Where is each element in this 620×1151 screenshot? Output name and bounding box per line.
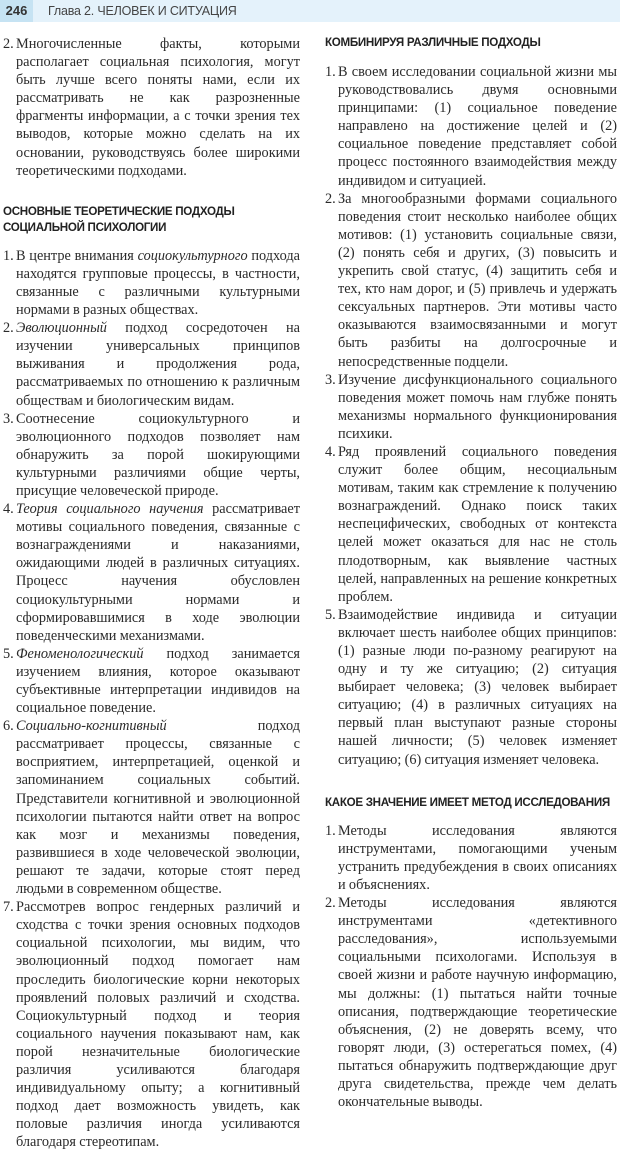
item-number: 4.: [325, 443, 336, 460]
item-number: 3.: [3, 410, 14, 427]
list-item: [325, 894, 617, 1111]
numbered-list: [325, 822, 617, 1112]
item-text: подход сосредоточен на изучении универсальных принципов выживания и продолжения рода, рассматриваемых по отношению к различным обществам и биологическим видам.: [16, 320, 300, 409]
section-heading: КАКОЕ ЗНАЧЕНИЕ ИМЕЕТ МЕТОД ИССЛЕДОВАНИЯ: [325, 795, 610, 809]
list-item: [325, 443, 617, 606]
item-text: В своем исследовании социальной жизни мы руководствовались двумя основными принципами: (1) социальное поведение направлено на достижение целей и (2) социальное поведение представляет собой процесс постоянного взаимодействия между индивидом и ситуацией.: [338, 64, 617, 189]
numbered-list: [325, 63, 617, 769]
item-text: подхода находятся групповые процессы, в частности, связанные с различными культурными нормами в разных обществах.: [16, 247, 300, 319]
list-item: [3, 717, 300, 898]
item-number: 5.: [3, 645, 14, 662]
list-item: [3, 898, 300, 1151]
item-text: подход занимается изучением влияния, которое оказывают субъективные интерпретации индивидов на социальное поведение.: [16, 645, 300, 717]
intro-list: [3, 35, 300, 180]
approach-term: социокультурного: [137, 247, 248, 264]
running-header: [0, 0, 620, 22]
list-item: [3, 645, 300, 717]
approach-term: Теория социального научения: [16, 501, 204, 518]
section-combining-approaches: [325, 35, 617, 769]
list-item: [3, 247, 300, 319]
list-item: [325, 606, 617, 769]
right-column: [325, 35, 617, 1111]
item-number: 2.: [325, 190, 336, 207]
section-research-method: [325, 795, 617, 1112]
list-item: [3, 410, 300, 500]
item-number: 4.: [3, 501, 14, 518]
item-number: 5.: [325, 606, 336, 623]
item-text: За многообразными формами социального поведения стоит несколько наиболее общих мотивов: (1) установить социальные связи, (2) понять себя и других, (3) повысить и укрепить свой статус, (4) защитить себя и тех, кто нам дорог, и (5) привлечь и удержать сексуальных партнеров. Эти мотивы часто оказываются взаимосвязанными и могут быть разбиты на долгосрочные и непосредственные подцели.: [338, 190, 617, 370]
item-text: В центре внимания: [16, 247, 138, 264]
page-number: 246: [0, 0, 33, 22]
item-text: подход рассматривает процессы, связанные с восприятием, интерпретацией, оценкой и запоминанием социальных событий. Представители когнитивной и эволюционной психологии пытаются найти ответ на вопрос как мозг и механизмы поведения, развившиеся в ходе человеческой эволюции, решают те задачи, которые стоят перед людьми в современном обществе.: [16, 718, 300, 898]
approach-term: Феноменологический: [16, 645, 144, 662]
list-item: [3, 500, 300, 645]
item-number: 2.: [325, 895, 336, 912]
list-item: [325, 371, 617, 443]
item-text: Взаимодействие индивида и ситуации включает шесть наиболее общих принципов: (1) разные люди по-разному реагируют на одну и ту же ситуацию; (2) ситуация выбирает человека; (3) человек выбирает ситуацию; (4) в различных ситуациях на первый план выступают разные стороны нашей личности; (5) человек изменяет ситуацию; (6) ситуация изменяет человека.: [338, 606, 617, 768]
item-number: 7.: [3, 899, 14, 916]
section-heading: ОСНОВНЫЕ ТЕОРЕТИЧЕСКИЕ ПОДХОДЫ СОЦИАЛЬНОЙ ПСИХОЛОГИИ: [3, 204, 235, 234]
item-number: 1.: [3, 247, 14, 264]
item-number: 6.: [3, 718, 14, 735]
section-heading: КОМБИНИРУЯ РАЗЛИЧНЫЕ ПОДХОДЫ: [325, 36, 541, 49]
numbered-list: [3, 247, 300, 1151]
item-number: 2.: [3, 320, 14, 337]
list-item: 2. Многочисленные факты, которыми располагает социальная психология, могут быть лучше всего поняты нами, если их рассматривать не как разрозненные фрагменты информации, а с точки зрения тех выводов, которые можно сделать на их основании, руководствуясь более широкими теоретическими подходами.: [3, 36, 300, 179]
list-item: [325, 63, 617, 190]
approach-term: Эволюционный: [16, 320, 107, 337]
item-number: 3.: [325, 371, 336, 388]
item-text: Методы исследования являются инструментами, помогающими ученым устранить предубеждения в своих описаниях и объяснениях.: [338, 822, 617, 893]
list-item: [325, 822, 617, 894]
chapter-title: Глава 2. ЧЕЛОВЕК И СИТУАЦИЯ: [48, 4, 237, 18]
left-column: [3, 35, 300, 1151]
item-text: Соотнесение социокультурного и эволюционного подходов позволяет нам обнаружить за порой шокирующими культурными различиями общие черты, присущие человеческой природе.: [16, 410, 300, 499]
item-text: Методы исследования являются инструментами «детективного расследования», используемыми социальными психологами. Используя в своей жизни и работе научную информацию, мы должны: (1) пытаться найти точные описания, подтверждающие теоретические объяснения, (2) не доверять всему, что говорят люди, (3) остерегаться помех, (4) пытаться обнаружить подтверждающие друг друга свидетельства, прежде чем делать окончательные выводы.: [338, 895, 617, 1111]
item-text: Ряд проявлений социального поведения служит более общим, несоциальным мотивам, таким как стремление к получению вознаграждений. Однако поиск таких неспецифических, свободных от контекста целей может оказаться для нас не столь плодотворным, как выявление частных целей, направленных на решение конкретных проблем.: [338, 443, 617, 605]
approach-term: Социально-когнитивный: [16, 718, 167, 735]
list-item: [3, 319, 300, 409]
item-text: Рассмотрев вопрос гендерных различий и сходства с точки зрения основных подходов социальной психологии, мы видим, что эволюционный подход помогает нам проследить биологические корни некоторых проявлений половых различий и сходства. Социокультурный подход и теория социального научения показывают нам, как порой незначительные биологические различия усиливаются благодаря индивидуальному опыту; а когнитивный подход дает возможность увидеть, как половые различия иногда усиливаются благодаря стереотипам.: [16, 899, 300, 1151]
item-text: рассматривает мотивы социального поведения, связанные с вознаграждениями и наказаниями, ожидающими людей в различных ситуациях. Процесс научения обусловлен социокультурными нормами и сформировавшимися в ходе эволюции поведенческими механизмами.: [16, 501, 300, 644]
item-text: Изучение дисфункционального социального поведения может помочь нам глубже понять механизмы нормального функционирования психики.: [338, 371, 617, 442]
section-theoretical-approaches: [3, 204, 300, 1151]
two-column-body: [0, 22, 620, 1151]
list-item: [325, 190, 617, 371]
item-number: 1.: [325, 822, 336, 839]
item-number: 1.: [325, 64, 336, 80]
